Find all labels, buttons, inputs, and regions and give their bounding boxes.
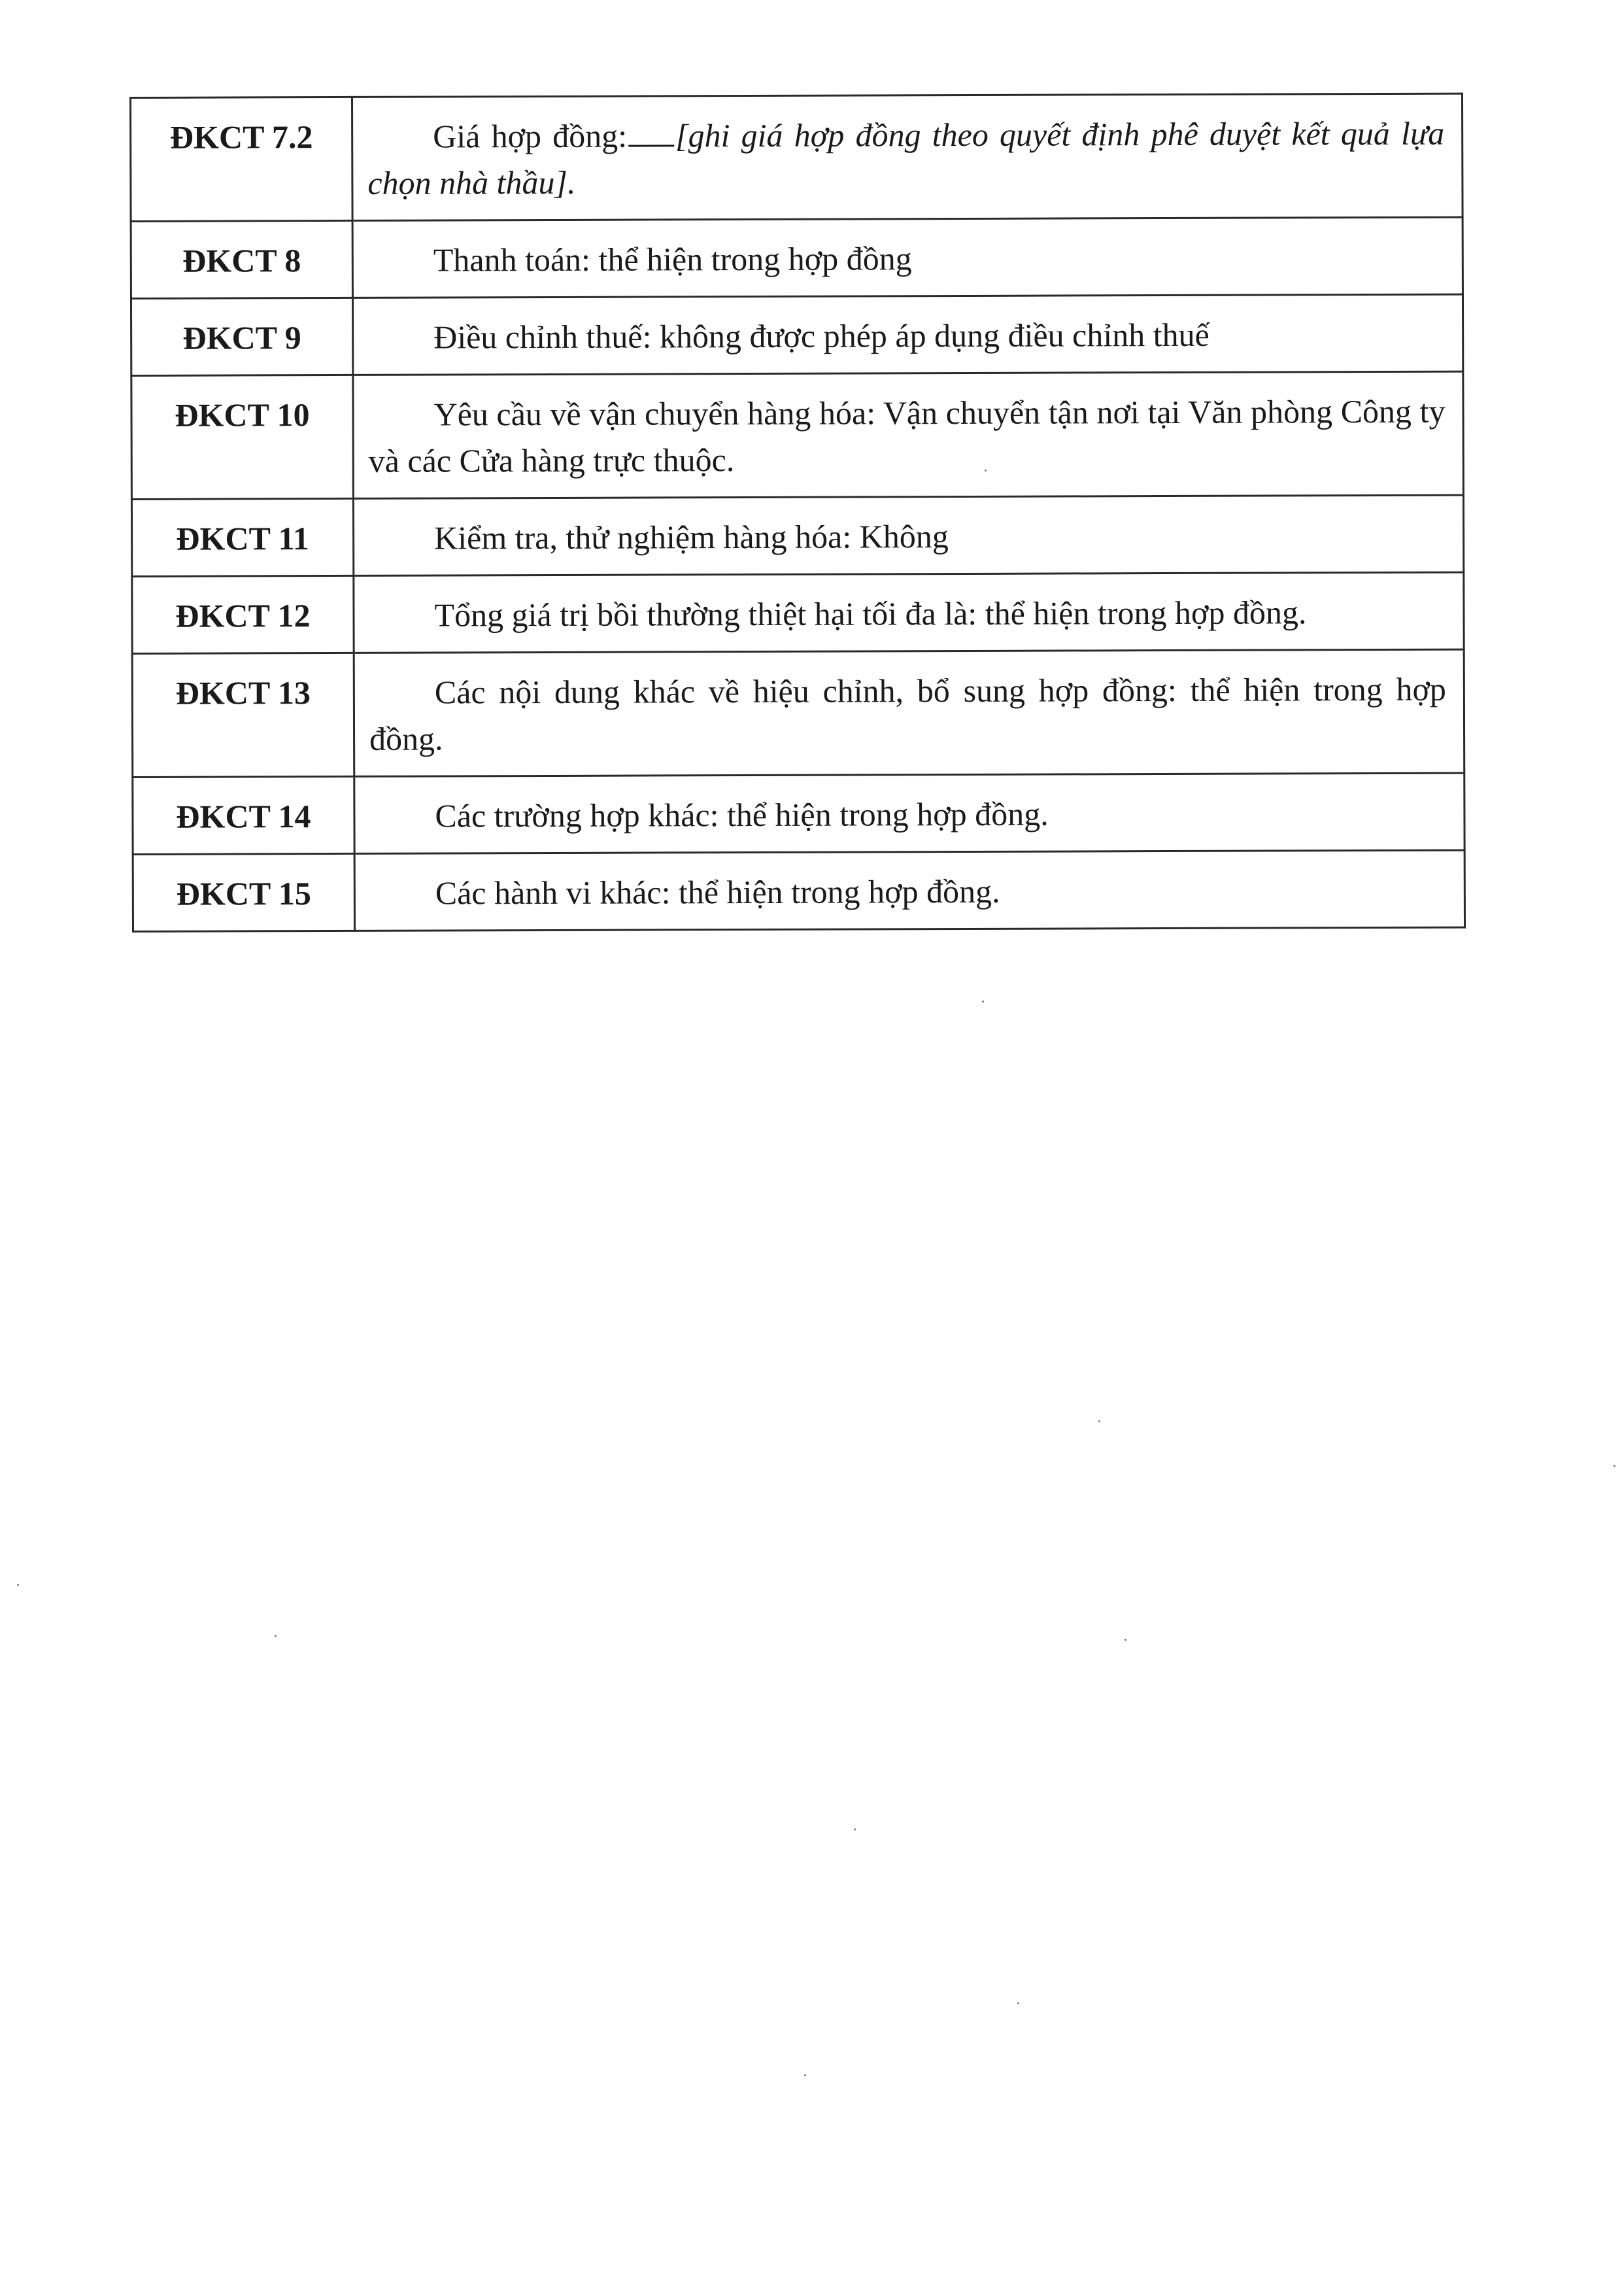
clause-instruction-text: [ghi giá hợp đồng theo quyết định phê duyệt kết quả lựa chọn nhà thầu]. bbox=[367, 114, 1445, 201]
clause-content bbox=[354, 649, 1464, 776]
table-row bbox=[131, 94, 1463, 221]
clause-content bbox=[353, 371, 1464, 498]
table-row bbox=[133, 773, 1464, 854]
clause-code: ĐKCT 13 bbox=[132, 653, 354, 777]
scan-speck bbox=[1614, 1465, 1616, 1467]
scan-speck bbox=[854, 1828, 856, 1830]
clause-text: Tổng giá trị bồi thường thiệt hại tối đa là: thể hiện trong hợp đồng. bbox=[434, 594, 1307, 634]
table-row bbox=[131, 294, 1463, 375]
clause-content bbox=[353, 495, 1463, 575]
table-row bbox=[131, 495, 1463, 576]
clause-text: Các nội dung khác về hiệu chỉnh, bổ sung hợp đồng: thể hiện trong hợp đồng. bbox=[369, 670, 1446, 757]
clause-text: Các hành vi khác: thể hiện trong hợp đồng. bbox=[435, 872, 1000, 912]
clause-text: Giá hợp đồng: bbox=[433, 117, 628, 155]
scan-speck bbox=[17, 1584, 19, 1586]
clause-code: ĐKCT 12 bbox=[132, 575, 354, 653]
table-row bbox=[132, 572, 1464, 653]
fill-in-blank bbox=[628, 117, 674, 146]
scan-speck bbox=[1125, 1639, 1126, 1641]
scan-speck bbox=[275, 1635, 277, 1637]
clause-content bbox=[354, 850, 1464, 931]
clause-code: ĐKCT 10 bbox=[131, 375, 354, 499]
scan-speck bbox=[982, 1001, 984, 1002]
table-row bbox=[133, 850, 1464, 931]
clause-content bbox=[352, 294, 1463, 375]
clause-text: Điều chỉnh thuế: không được phép áp dụng điều chỉnh thuế bbox=[433, 316, 1210, 356]
clause-code: ĐKCT 15 bbox=[133, 853, 354, 931]
clause-content bbox=[354, 572, 1464, 653]
clause-code: ĐKCT 14 bbox=[133, 776, 354, 854]
scan-speck bbox=[1098, 1420, 1100, 1422]
clause-code: ĐKCT 8 bbox=[131, 220, 352, 298]
clause-text: Thanh toán: thể hiện trong hợp đồng bbox=[433, 240, 912, 279]
contract-conditions-table bbox=[129, 93, 1466, 933]
table-row bbox=[131, 371, 1464, 499]
clause-content bbox=[354, 773, 1464, 853]
scan-speck bbox=[804, 2074, 806, 2076]
scan-speck bbox=[985, 470, 987, 471]
table-row bbox=[132, 649, 1464, 777]
table-row bbox=[131, 217, 1463, 298]
clause-code: ĐKCT 7.2 bbox=[131, 97, 353, 221]
clause-content bbox=[352, 94, 1463, 220]
clause-text: Các trường hợp khác: thể hiện trong hợp đồng. bbox=[435, 795, 1049, 834]
clause-text: Yêu cầu về vận chuyển hàng hóa: Vận chuyển tận nơi tại Văn phòng Công ty và các Cửa hàng trực thuộc. bbox=[368, 392, 1446, 479]
clause-content bbox=[352, 217, 1463, 298]
scan-speck bbox=[1017, 2002, 1019, 2004]
clause-text: Kiểm tra, thử nghiệm hàng hóa: Không bbox=[434, 518, 949, 556]
clause-code: ĐKCT 11 bbox=[131, 498, 353, 576]
clause-code: ĐKCT 9 bbox=[131, 298, 352, 375]
